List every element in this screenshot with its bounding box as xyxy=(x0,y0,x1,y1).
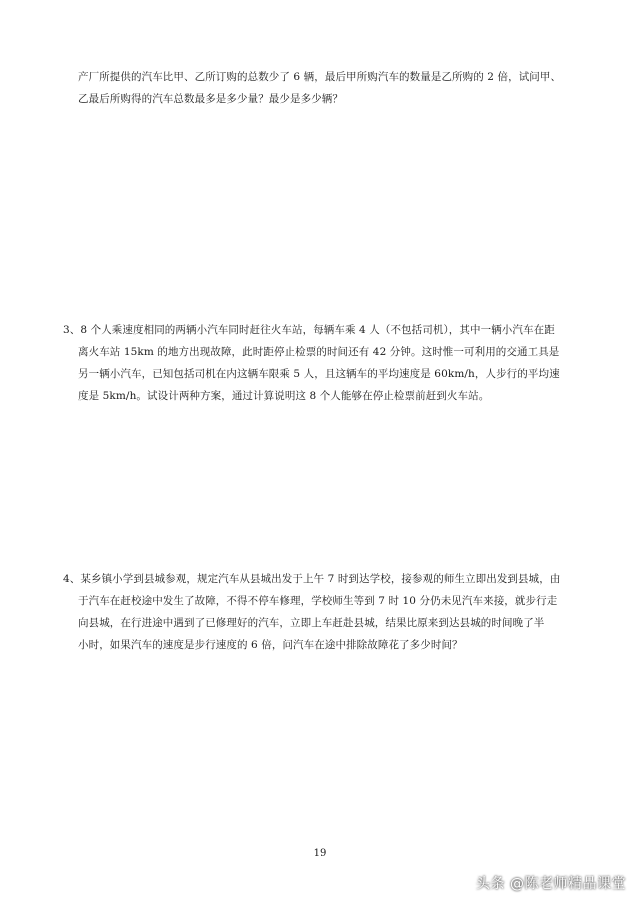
text-line: 4、某乡镇小学到县城参观，规定汽车从县城出发于上午 7 时到达学校，接参观的师生立即出发到县城，由 xyxy=(63,573,561,585)
text-line: 向县城，在行进途中遇到了已修理好的汽车，立即上车赶赴县城，结果比原来到达县城的时间晚了半 xyxy=(78,617,545,629)
text-line: 度是 5km/h。试设计两种方案，通过计算说明这 8 个人能够在停止检票前赶到火车站。 xyxy=(78,390,490,402)
text-line: 于汽车在赶校途中发生了故障，不得不停车修理，学校师生等到 7 时 10 分仍未见汽车来接，就步行走 xyxy=(78,595,558,607)
text-line: 离火车站 15km 的地方出现故障，此时距停止检票的时间还有 42 分钟。这时惟一可利用的交通工具是 xyxy=(78,346,560,358)
text-line: 3、8 个人乘速度相同的两辆小汽车同时赶往火车站，每辆车乘 4 人（不包括司机），其中一辆小汽车在距 xyxy=(63,324,555,336)
text-line: 小时，如果汽车的速度是步行速度的 6 倍，问汽车在途中排除故障花了多少时间？ xyxy=(78,639,463,651)
text-line: 产厂所提供的汽车比甲、乙所订购的总数少了 6 辆，最后甲所购汽车的数量是乙所购的 2 倍，试问甲、 xyxy=(78,71,562,83)
question-4 xyxy=(63,568,578,656)
watermark: 头条 @陈老师精品课堂 xyxy=(476,876,626,892)
page-number: 19 xyxy=(313,848,327,859)
continued-question xyxy=(78,66,576,110)
text-line: 另一辆小汽车，已知包括司机在内这辆车限乘 5 人，且这辆车的平均速度是 60km/h，人步行的平均速 xyxy=(78,368,560,380)
text-line: 乙最后所购得的汽车总数最多是多少量？最少是多少辆？ xyxy=(78,93,343,105)
question-3 xyxy=(63,319,578,407)
